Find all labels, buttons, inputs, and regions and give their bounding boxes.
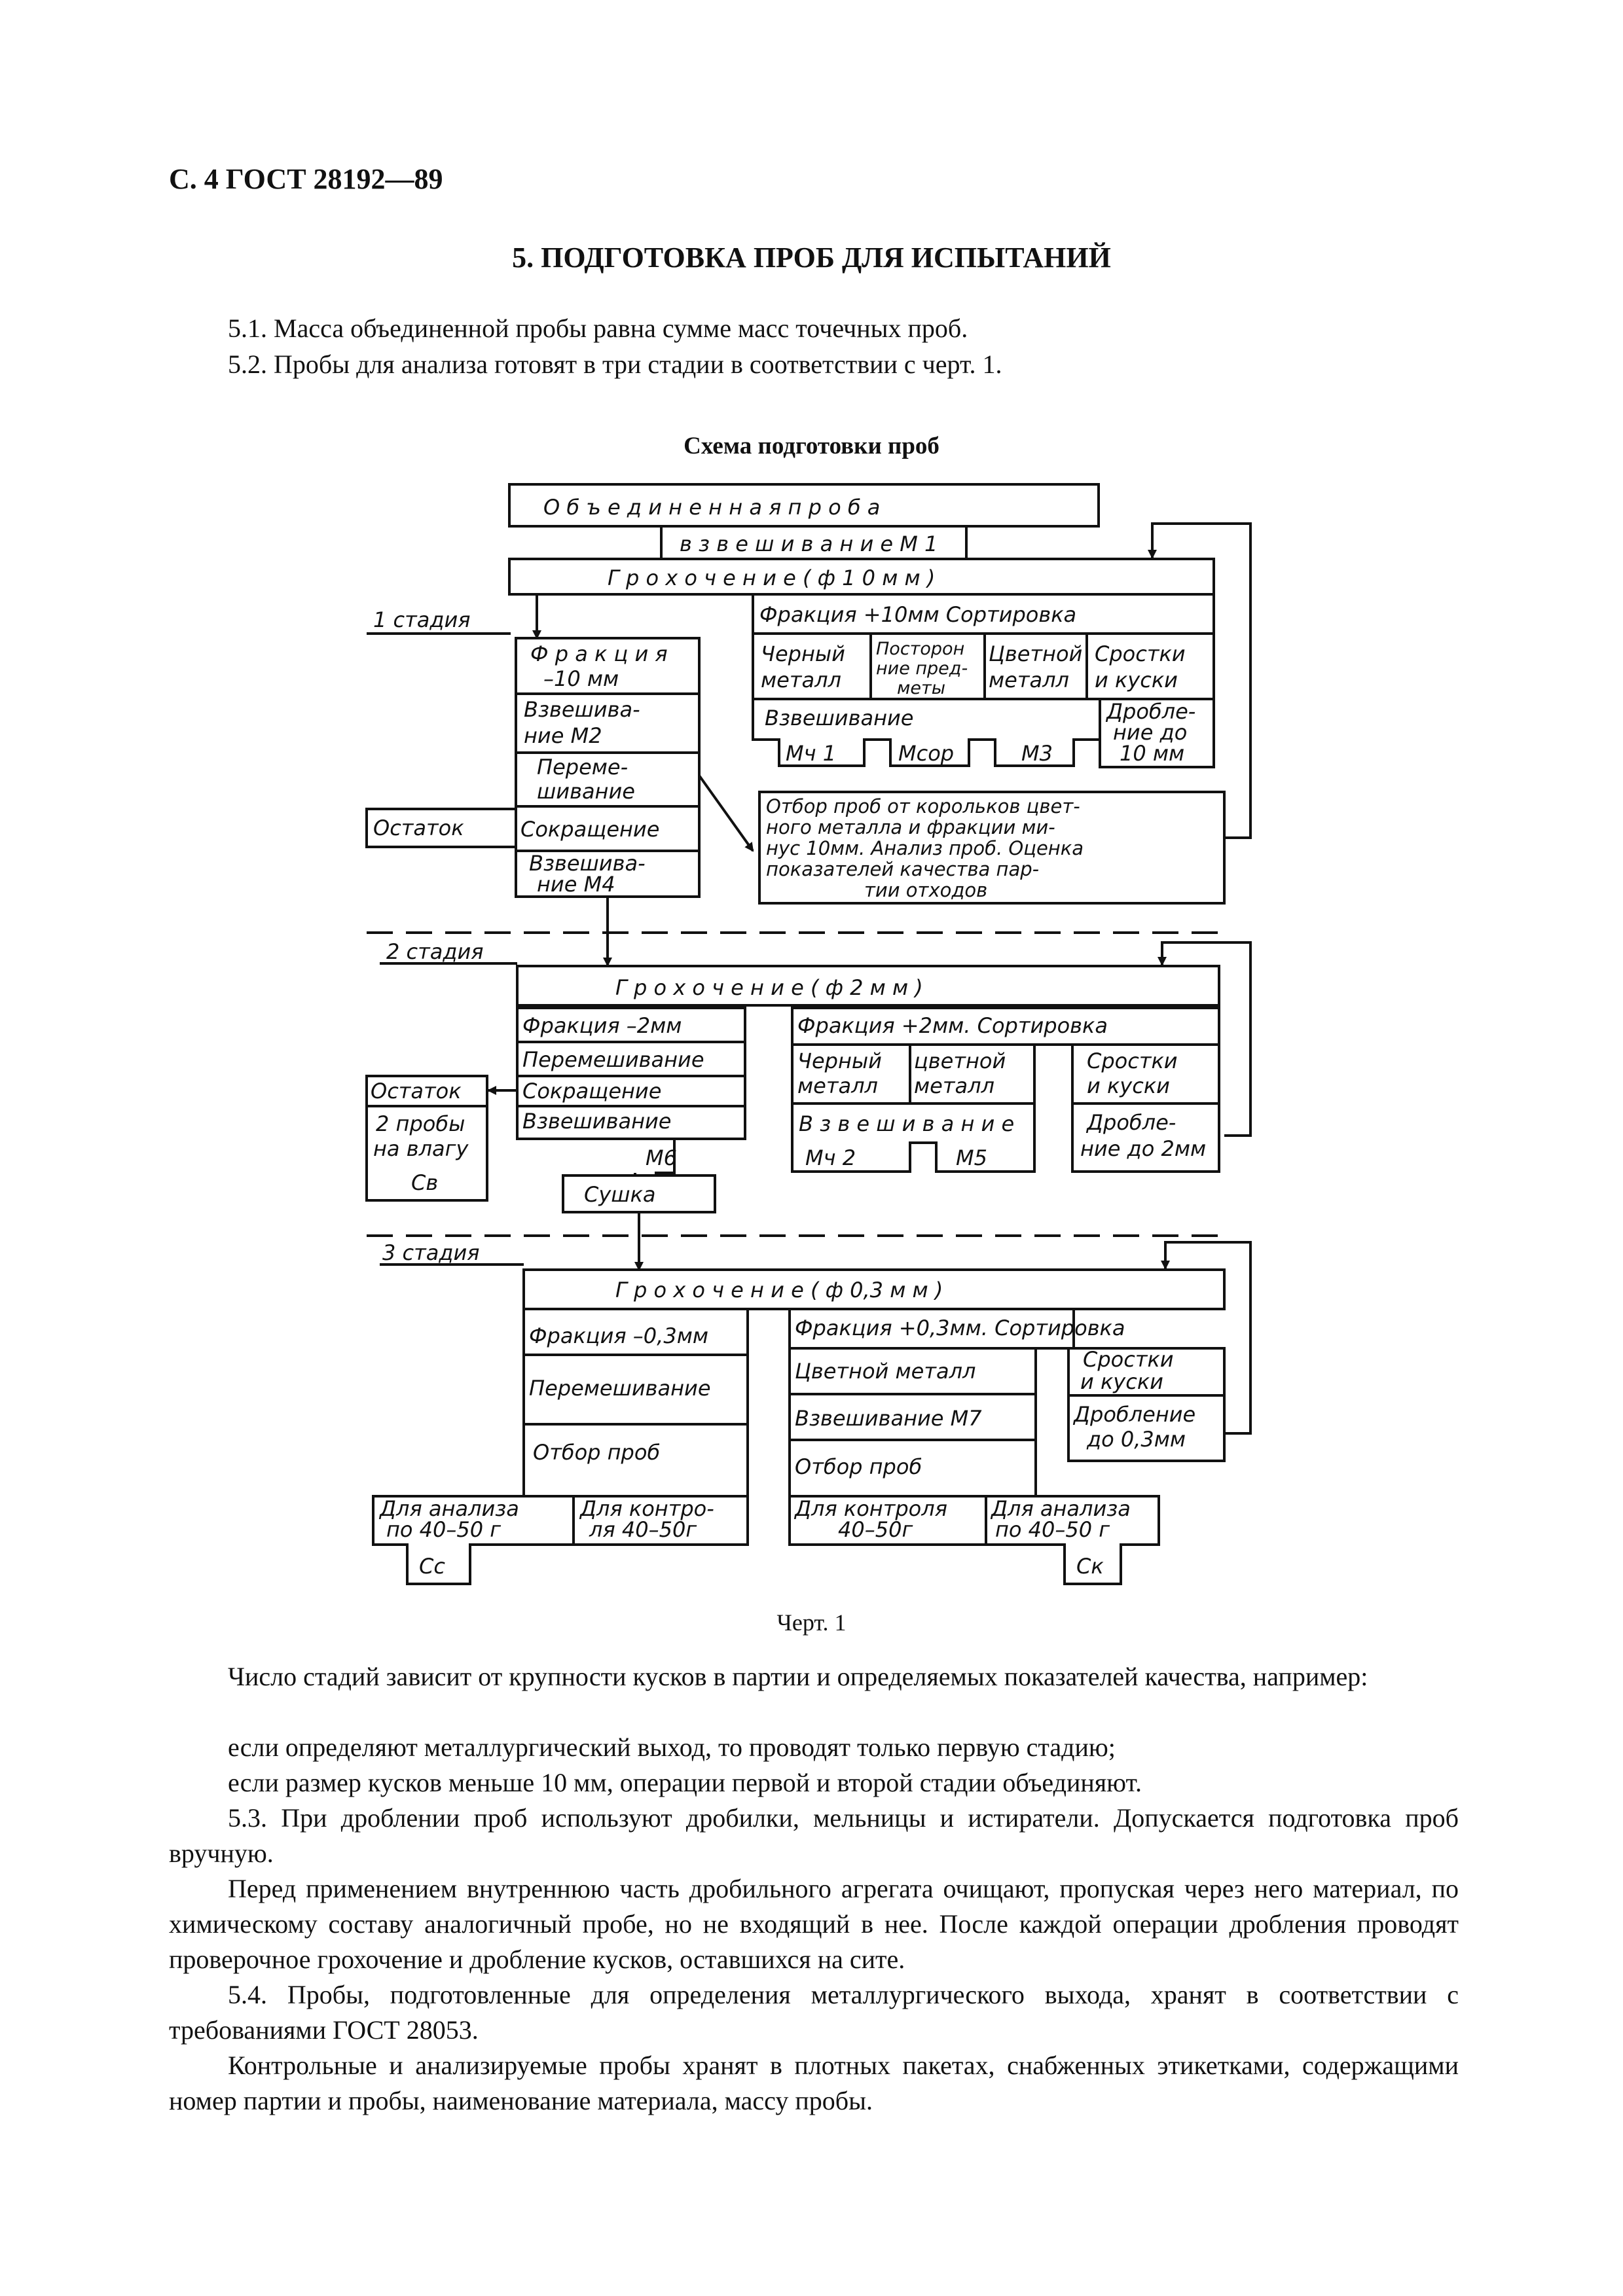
sampling-5: тии отходов [864, 879, 988, 901]
combined-sample-text: О б ъ е д и н е н н а я п р о б а [543, 495, 881, 520]
return-arrow-stage2 [1162, 942, 1250, 1136]
black2-2: металл [797, 1073, 878, 1098]
moisture-3: Св [411, 1170, 439, 1195]
weigh-m4-line2: ние М4 [537, 872, 615, 897]
m6-text: М6 [646, 1145, 677, 1170]
frac-p2-text: Фракция +2мм. Сортировка [797, 1013, 1108, 1038]
frac-m03-text: Фракция –0,3мм [529, 1323, 708, 1348]
foreign-3: меты [897, 678, 946, 698]
sampling-4: показателей качества пар- [766, 858, 1040, 880]
intergrowth3-2: и куски [1080, 1369, 1163, 1394]
figure-caption: Черт. 1 [776, 1609, 847, 1636]
crush10-2: ние до [1113, 720, 1188, 745]
weighing2-text: Взвешивание [522, 1109, 672, 1134]
frac-p10-text: Фракция +10мм Сортировка [759, 602, 1077, 627]
intergrowth-2: и куски [1095, 668, 1178, 692]
weigh-m4-line1: Взвешива- [529, 851, 646, 876]
weighing-stage1-text: Взвешивание [765, 706, 914, 730]
cc-text: Сс [419, 1554, 445, 1579]
color-metal-1: Цветной [989, 641, 1083, 666]
mixing-line1: Переме- [537, 755, 629, 780]
ck-text: Ск [1076, 1554, 1104, 1579]
m-sor-text: Мсор [898, 741, 955, 766]
weighing-stage2-text: В з в е ш и в а н и е [799, 1111, 1015, 1136]
reduction2-text: Сокращение [522, 1079, 662, 1103]
crush2-2: ние до 2мм [1080, 1136, 1207, 1161]
arrow-to-sampling [699, 776, 753, 851]
crush03-1: Дробление [1074, 1402, 1196, 1427]
diagram-title: Схема подготовки проб [684, 433, 939, 459]
sampling3-text: Отбор проб [533, 1440, 661, 1465]
control2-1: Для контроля [795, 1496, 947, 1521]
analysis-c-2: по 40–50 г [386, 1517, 501, 1542]
intergrowth2-2: и куски [1087, 1073, 1170, 1098]
stage3-label: 3 стадия [382, 1240, 480, 1265]
control-c-1: Для контро- [580, 1496, 714, 1521]
control2-2: 40–50г [838, 1517, 913, 1542]
crush03-2: до 0,3мм [1087, 1427, 1186, 1452]
mixing-line2: шивание [537, 779, 635, 804]
body-paragraph-1: Число стадий зависит от крупности кусков в партии и определяемых показателей качества, например: [228, 1662, 1368, 1691]
weigh-m2-line1: Взвешива- [524, 697, 640, 722]
m-ch1-text: Мч 1 [786, 741, 837, 766]
foreign-2: ние пред- [876, 658, 968, 679]
body-paragraph-5: Перед применением внутреннюю часть дробильного агрегата очищают, пропуская через него материал, по химическому составу аналогичный пробе, но не входящий в нее. После каждой операции дробления проводят проверочное грохочение и дробление кусков, оставшихся на сите. [169, 1874, 1459, 1974]
frac-m2-text: Фракция –2мм [522, 1013, 682, 1038]
mixing3-text: Перемешивание [529, 1376, 711, 1401]
crush10-3: 10 мм [1120, 741, 1185, 766]
body-paragraph-2: если определяют металлургический выход, то проводят только первую стадию; [228, 1732, 1116, 1762]
m3-text: М3 [1021, 741, 1053, 766]
color2-1: цветной [914, 1049, 1006, 1073]
black-metal-1: Черный [761, 641, 845, 666]
drying-text: Сушка [584, 1182, 656, 1207]
stage1-residue-text: Остаток [373, 816, 464, 840]
moisture-1: 2 пробы [376, 1111, 465, 1136]
residue2-text: Остаток [371, 1079, 462, 1103]
stage2-label: 2 стадия [386, 939, 484, 964]
color-metal-2: металл [989, 668, 1069, 692]
sampling-2: ного металла и фракции ми- [766, 816, 1055, 838]
weigh-m2-line2: ние М2 [524, 723, 602, 748]
analysis2-1: Для анализа [991, 1496, 1131, 1521]
analysis2-2: по 40–50 г [995, 1517, 1110, 1542]
intergrowth3-1: Сростки [1083, 1347, 1174, 1372]
analysis-c-1: Для анализа [380, 1496, 519, 1521]
intergrowth2-1: Сростки [1087, 1049, 1178, 1073]
m-ch2-text: Мч 2 [805, 1145, 856, 1170]
frac-p03-text: Фракция +0,3мм. Сортировка [795, 1316, 1125, 1340]
color2-2: металл [914, 1073, 994, 1098]
moisture-2: на влагу [373, 1136, 469, 1161]
black-metal-2: металл [761, 668, 841, 692]
sampling-1: Отбор проб от корольков цвет- [766, 795, 1080, 817]
screening-10-text: Г р о х о ч е н и е ( ф 1 0 м м ) [608, 565, 936, 590]
crush2-1: Дробле- [1087, 1110, 1176, 1135]
body-paragraph-7: Контрольные и анализируемые пробы хранят в плотных пакетах, снабженных этикетками, содержащими номер партии и пробы, наименование материала, массу пробы. [169, 2051, 1459, 2115]
reduction-text: Сокращение [520, 817, 660, 842]
screening-2-text: Г р о х о ч е н и е ( ф 2 м м ) [615, 975, 923, 1000]
black2-1: Черный [797, 1049, 882, 1073]
body-paragraph-3: если размер кусков меньше 10 мм, операции первой и второй стадии объединяют. [228, 1768, 1142, 1797]
sampling-3: нус 10мм. Анализ проб. Оценка [766, 837, 1084, 859]
section-title: 5. ПОДГОТОВКА ПРОБ ДЛЯ ИСПЫТАНИЙ [512, 242, 1111, 274]
sampling3b-text: Отбор проб [795, 1454, 922, 1479]
body-paragraph-4: 5.3. При дроблении проб используют дробилки, мельницы и истиратели. Допускается подготовка проб вручную. [169, 1803, 1459, 1868]
weighing-m1-text: в з в е ш и в а н и е М 1 [680, 531, 938, 556]
m5-text: М5 [956, 1145, 987, 1170]
frac-m10-line1: Ф р а к ц и я [530, 641, 668, 666]
body-paragraph-6: 5.4. Пробы, подготовленные для определения металлургического выхода, хранят в соответствии с требованиями ГОСТ 28053. [169, 1980, 1459, 2045]
intergrowth-1: Сростки [1095, 641, 1186, 666]
color-metal3-text: Цветной металл [795, 1359, 976, 1384]
control-c-2: ля 40–50г [589, 1517, 697, 1542]
mixing2-text: Перемешивание [522, 1047, 704, 1072]
screening-03-text: Г р о х о ч е н и е ( ф 0,3 м м ) [615, 1278, 943, 1302]
paragraph-5-2: 5.2. Пробы для анализа готовят в три стадии в соответствии с черт. 1. [228, 350, 1002, 379]
weigh-m7-text: Взвешивание М7 [795, 1406, 982, 1431]
frac-m10-line2: –10 мм [543, 666, 619, 691]
page-header: С. 4 ГОСТ 28192—89 [169, 163, 443, 195]
stage1-label: 1 стадия [373, 607, 471, 632]
foreign-1: Посторон [876, 639, 965, 659]
crush10-1: Дробле- [1106, 699, 1196, 724]
paragraph-5-1: 5.1. Масса объединенной пробы равна сумме масс точечных проб. [228, 314, 968, 343]
